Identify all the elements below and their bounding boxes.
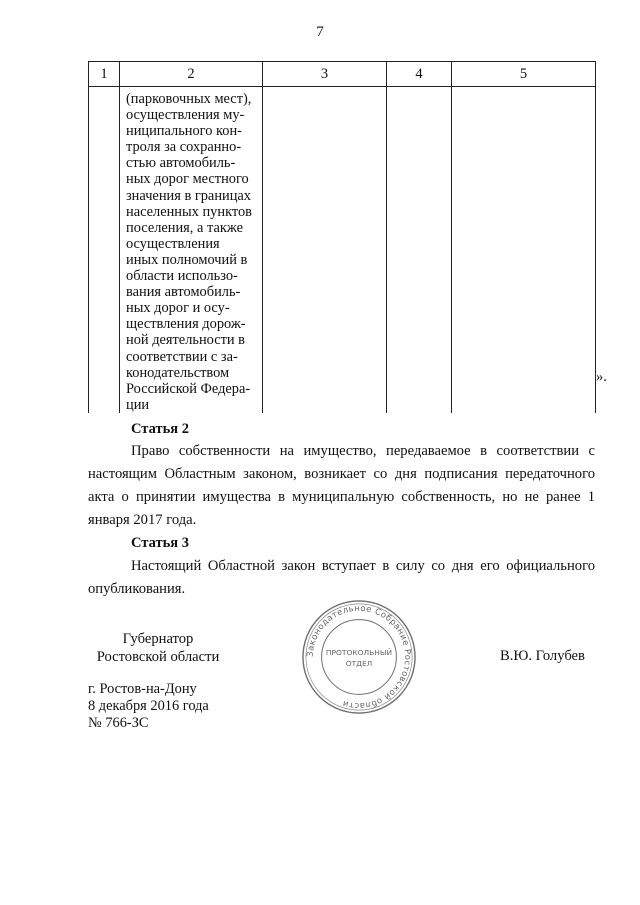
- table-row: [89, 87, 596, 413]
- article-3-heading: Статья 3: [131, 535, 189, 551]
- article-2-text: Право собственности на имущество, передаваемое в соответствии с настоящим Областным законом, возникает со дня подписания передаточного акта о принятии имущества в муниципальную собственность, но не ранее 1 января 2017 года.: [88, 443, 595, 528]
- stamp-inner-line: ОТДЕЛ: [345, 658, 373, 668]
- document-meta: [88, 681, 209, 732]
- table-header-cell: 4: [387, 62, 452, 87]
- table-header-cell: 5: [452, 62, 596, 87]
- signatory-title-line: Ростовской области: [96, 649, 220, 665]
- closing-quote: ».: [596, 369, 607, 385]
- table-header-cell: 1: [89, 62, 120, 87]
- table-cell: [120, 87, 263, 413]
- stamp-ring-text: Законодательное Собрание Ростовской области: [304, 602, 414, 712]
- table-header-row: [89, 62, 596, 87]
- table-cell-text: (парковочных мест), осуществления му- ниципального кон- троля за сохранно- стью автомобиль- ных дорог местного значения в границах населенных пунктов поселения, а также осуществления иных полномочий в области использо- вания автомобиль- ных дорог и осу- ществления дорож- ной деятельности в соответствии с за- конодательством Российской Федера- ции: [126, 91, 252, 413]
- signatory-title: [88, 630, 228, 666]
- official-stamp: [300, 598, 418, 716]
- document-number: № 766-ЗС: [88, 715, 149, 731]
- page-number: 7: [316, 24, 324, 40]
- table-cell: [387, 87, 452, 413]
- table-cell: [263, 87, 387, 413]
- document-date: 8 декабря 2016 года: [88, 698, 209, 714]
- table-cell: [89, 87, 120, 413]
- article-3-text: Настоящий Областной закон вступает в силу со дня его официального опубликования.: [88, 558, 595, 597]
- table-header-cell: 3: [263, 62, 387, 87]
- document-city: г. Ростов-на-Дону: [88, 681, 197, 697]
- table-header-cell: 2: [120, 62, 263, 87]
- data-table: [88, 61, 596, 413]
- table-cell: [452, 87, 596, 413]
- signatory-name: В.Ю. Голубев: [500, 648, 585, 664]
- article-2-heading: Статья 2: [131, 421, 189, 437]
- signatory-title-line: Губернатор: [122, 631, 194, 647]
- stamp-inner-line: ПРОТОКОЛЬНЫЙ: [325, 648, 393, 658]
